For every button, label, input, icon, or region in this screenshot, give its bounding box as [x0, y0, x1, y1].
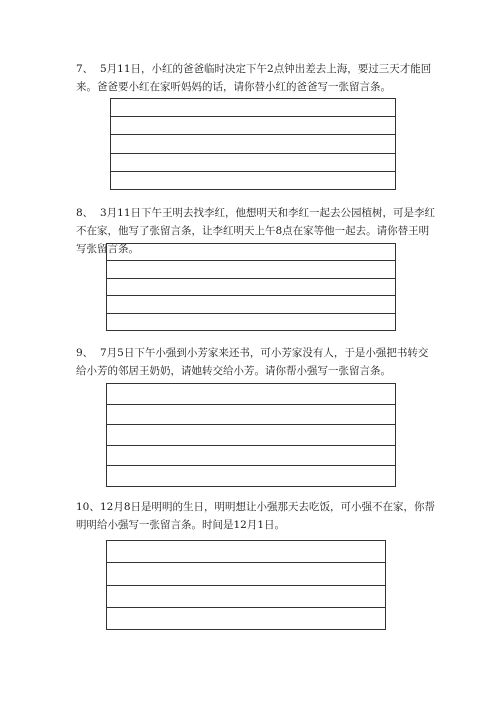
writing-line[interactable]	[111, 172, 395, 189]
writing-line[interactable]	[107, 261, 395, 278]
question-text	[76, 60, 436, 96]
writing-line[interactable]	[107, 279, 395, 296]
writing-line[interactable]	[107, 314, 395, 330]
question-text	[76, 344, 436, 380]
writing-line[interactable]	[107, 244, 395, 261]
writing-line[interactable]	[107, 425, 395, 446]
writing-box[interactable]	[106, 243, 396, 331]
writing-line[interactable]	[107, 384, 395, 405]
question-body: 7月5日下午小强到小芳家来还书，可小芳家没有人，于是小强把书转交给小芳的邻居王奶奶，请她转交给小芳。请你帮小强写一张留言条。	[76, 347, 429, 377]
question-text	[76, 498, 436, 534]
writing-line[interactable]	[107, 296, 395, 313]
writing-line[interactable]	[111, 117, 395, 135]
question-body: 3月11日下午王明去找李红，他想明天和李红一起去公园植树，可是李红不在家，他写了张留言条，让李红明天上午8点在家等他一起去。请你替王明写张留言条。	[76, 207, 436, 255]
question-number: 7、	[76, 63, 94, 75]
writing-line[interactable]	[107, 608, 385, 629]
writing-line[interactable]	[107, 466, 395, 486]
writing-line[interactable]	[111, 135, 395, 153]
writing-line[interactable]	[111, 154, 395, 172]
question-body: 5月11日，小红的爸爸临时决定下午2点钟出差去上海，要过三天才能回来。爸爸要小红在家听妈妈的话，请你替小红的爸爸写一张留言条。	[76, 63, 432, 93]
writing-line[interactable]	[107, 446, 395, 467]
question-body: 12月8日是明明的生日，明明想让小强那天去吃饭，可小强不在家，你帮明明给小强写一张留言条。时间是12月1日。	[76, 501, 436, 531]
writing-box[interactable]	[110, 98, 396, 190]
writing-box[interactable]	[106, 383, 396, 487]
question-number: 9、	[76, 347, 94, 359]
writing-line[interactable]	[107, 586, 385, 608]
question-number: 10、	[76, 501, 100, 513]
writing-line[interactable]	[107, 563, 385, 585]
writing-line[interactable]	[107, 541, 385, 563]
question-number: 8、	[76, 207, 94, 219]
writing-line[interactable]	[111, 99, 395, 117]
writing-line[interactable]	[107, 405, 395, 426]
writing-box[interactable]	[106, 540, 386, 630]
